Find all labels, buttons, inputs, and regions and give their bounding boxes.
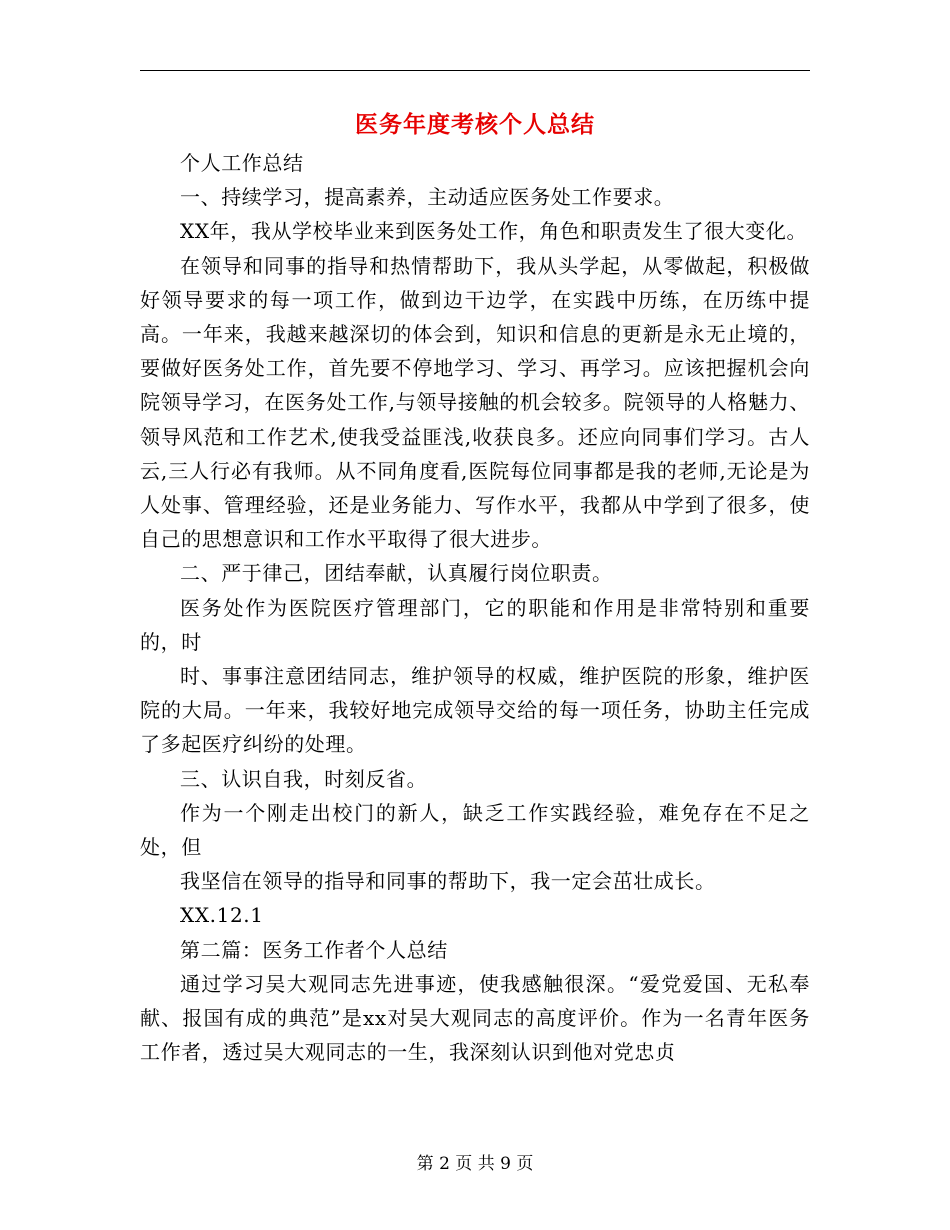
paragraph: 时、事事注意团结同志，维护领导的权威，维护医院的形象，维护医院的大局。一年来，我较好地完成领导交给的每一项任务，协助主任完成了多起医疗纠纷的处理。 <box>140 664 810 757</box>
paragraph: 我坚信在领导的指导和同事的帮助下，我一定会茁壮成长。 <box>180 869 716 894</box>
document-title: 医务年度考核个人总结 <box>355 111 595 138</box>
paragraph: 三、认识自我，时刻反省。 <box>180 766 428 791</box>
header-rule <box>140 70 810 71</box>
paragraph: 个人工作总结 <box>180 151 304 175</box>
paragraph: 作为一个刚走出校门的新人，缺乏工作实践经验，难免存在不足之处，但 <box>140 800 810 860</box>
paragraph: 一、持续学习，提高素养，主动适应医务处工作要求。 <box>180 185 675 210</box>
document-body <box>140 146 810 1069</box>
paragraph: XX.12.1 <box>180 903 264 928</box>
paragraph: 在领导和同事的指导和热情帮助下，我从头学起，从零做起，积极做好领导要求的每一项工作，做到边干边学，在实践中历练，在历练中提高。一年来，我越来越深切的体会到，知识和信息的更新是永无止境的，要做好医务处工作，首先要不停地学习、学习、再学习。应该把握机会向院领导学习，在医务处工作,与领导接触的机会较多。院领导的人格魅力、领导风范和工作艺术,使我受益匪浅,收获良多。还应向同事们学习。古人云,三人行必有我师。从不同角度看,医院每位同事都是我的老师,无论是为人处事、管理经验，还是业务能力、写作水平，我都从中学到了很多，使自己的思想意识和工作水平取得了很大进步。 <box>140 253 810 552</box>
paragraph: 二、严于律己，团结奉献，认真履行岗位职责。 <box>180 561 613 586</box>
paragraph: 通过学习吴大观同志先进事迹，使我感触很深。“爱党爱国、无私奉献、报国有成的典范”是xx对吴大观同志的高度评价。作为一名青年医务工作者，透过吴大观同志的一生，我深刻认识到他对党忠贞 <box>140 971 810 1065</box>
paragraph: XX年，我从学校毕业来到医务处工作，角色和职责发生了很大变化。 <box>180 219 808 244</box>
page-number: 第 2 页 共 9 页 <box>416 1154 534 1174</box>
paragraph: 第二篇：医务工作者个人总结 <box>180 937 448 962</box>
paragraph: 医务处作为医院医疗管理部门，它的职能和作用是非常特别和重要的，时 <box>140 595 810 654</box>
